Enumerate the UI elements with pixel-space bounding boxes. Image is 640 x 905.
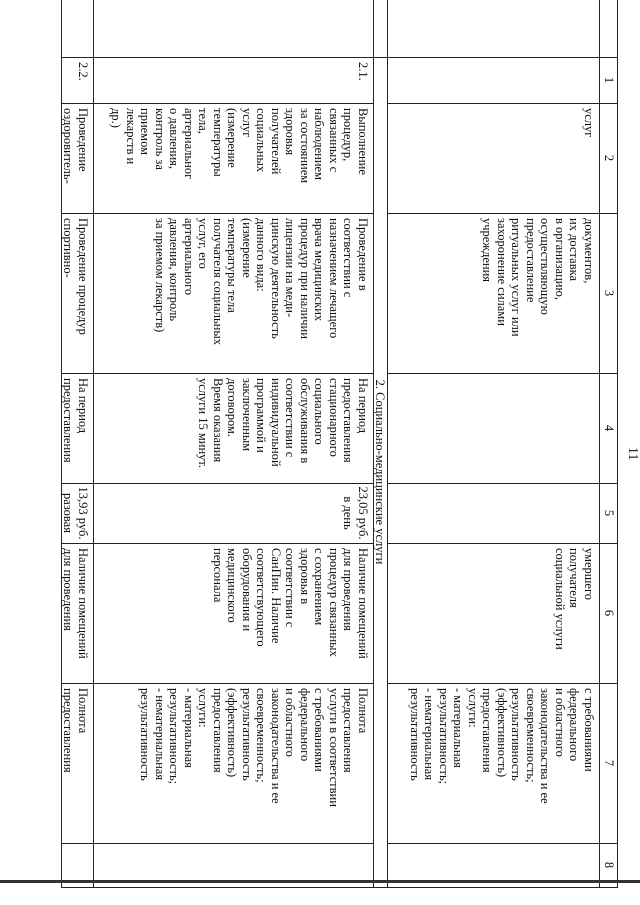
row-2-2-period: На период предоставления	[61, 378, 90, 463]
row-2-1-number: 2.1.	[356, 62, 370, 81]
scan-edge-shadow	[0, 880, 640, 883]
col-border-3	[388, 373, 618, 374]
row-2-1-price: 23,05 руб. в день	[341, 486, 370, 540]
header-col-4: 4	[602, 424, 616, 432]
col-border-2b	[62, 213, 374, 214]
row-2-2-number: 2.2.	[76, 62, 90, 81]
continuation-col3: документов, их доставка в организацию, осуществляющую предоставление ритуальных услуг или захоронение силами учреждения	[480, 218, 596, 337]
section-row-top	[387, 0, 388, 888]
header-col-3: 3	[602, 289, 616, 297]
row-2-1-conditions: Наличие помещений для проведения процедур связанных с сохранением здоровья в соответствии с СанПин. Наличие соответствующего оборудования и медицинского персонала	[211, 548, 370, 659]
row-2-1-period: На период предоставления стационарного социального обслуживания в соответствии с индивидуальной программой и заключенным договором. Время оказания услуги 15 минут.	[196, 378, 370, 469]
col-border-3b	[62, 373, 374, 374]
col-border-4	[388, 483, 618, 484]
col-border-5	[388, 543, 618, 544]
continuation-col6: умершего получателя социальной услуги	[553, 548, 596, 650]
section-title: 2. Социально-медицинские услуги	[373, 379, 387, 565]
col-border-8	[62, 887, 618, 888]
page-number: 11	[625, 447, 640, 461]
row-2-2-service-name: Проведение оздоровитель-	[61, 108, 90, 184]
header-col-5: 5	[602, 509, 616, 517]
col-border-1b	[62, 103, 374, 104]
table-header-separator	[599, 0, 600, 888]
header-col-7: 7	[602, 759, 616, 767]
col-border-5b	[62, 543, 374, 544]
row-2-1-description: Проведение в соответствии с назначением лечащего врача медицинских процедур при наличии лицензии на меди- цинскую деятельность данного вида: (измерение температуры тела получателя социальных услуг, его артериального давления, контроль за приемом лекарств)	[153, 218, 370, 346]
table-border-top	[617, 0, 618, 888]
header-col-2: 2	[602, 154, 616, 162]
col-border-6b	[62, 683, 374, 684]
row-2-1-quality: Полнота предоставления услуги в соответствии с требованиями федерального и областного законодательства и ее своевременность; результативность (эффективность) предоставления услуги: - материальная результативность; - нематериальная результативность	[138, 688, 370, 807]
col-border-2	[388, 213, 618, 214]
col-border-6	[388, 683, 618, 684]
col-border-7	[388, 843, 618, 844]
col-border-7b	[62, 843, 374, 844]
continuation-col7: с требованиями федерального и областного законодательства и ее своевременность; результативность (эффективность) предоставления услуги: - материальная результативность; - нематериальная результативность	[408, 688, 596, 804]
row-2-2-quality: Полнота предоставления	[61, 688, 90, 773]
col-border-0	[62, 57, 618, 58]
header-col-1: 1	[602, 76, 616, 84]
header-col-6: 6	[602, 609, 616, 617]
col-border-4b	[62, 483, 374, 484]
col-border-1	[388, 103, 618, 104]
row-2-2-conditions: Наличие помещений для проведения	[61, 548, 90, 659]
row-2-2-price: 13,93 руб. разовая	[61, 486, 90, 540]
continuation-col2: услуг	[582, 108, 596, 138]
row-2-2-description: Проведение процедур спортивно-	[61, 218, 90, 335]
row-separator	[93, 0, 94, 888]
header-col-8: 8	[602, 861, 616, 869]
row-2-1-service-name: Выполнение процедур, связанных с наблюдением за состоянием здоровья получателей социальных услуг (измерение температуры тела, артериальног о давления, контроль за приемом лекарств и др.)	[109, 108, 370, 184]
